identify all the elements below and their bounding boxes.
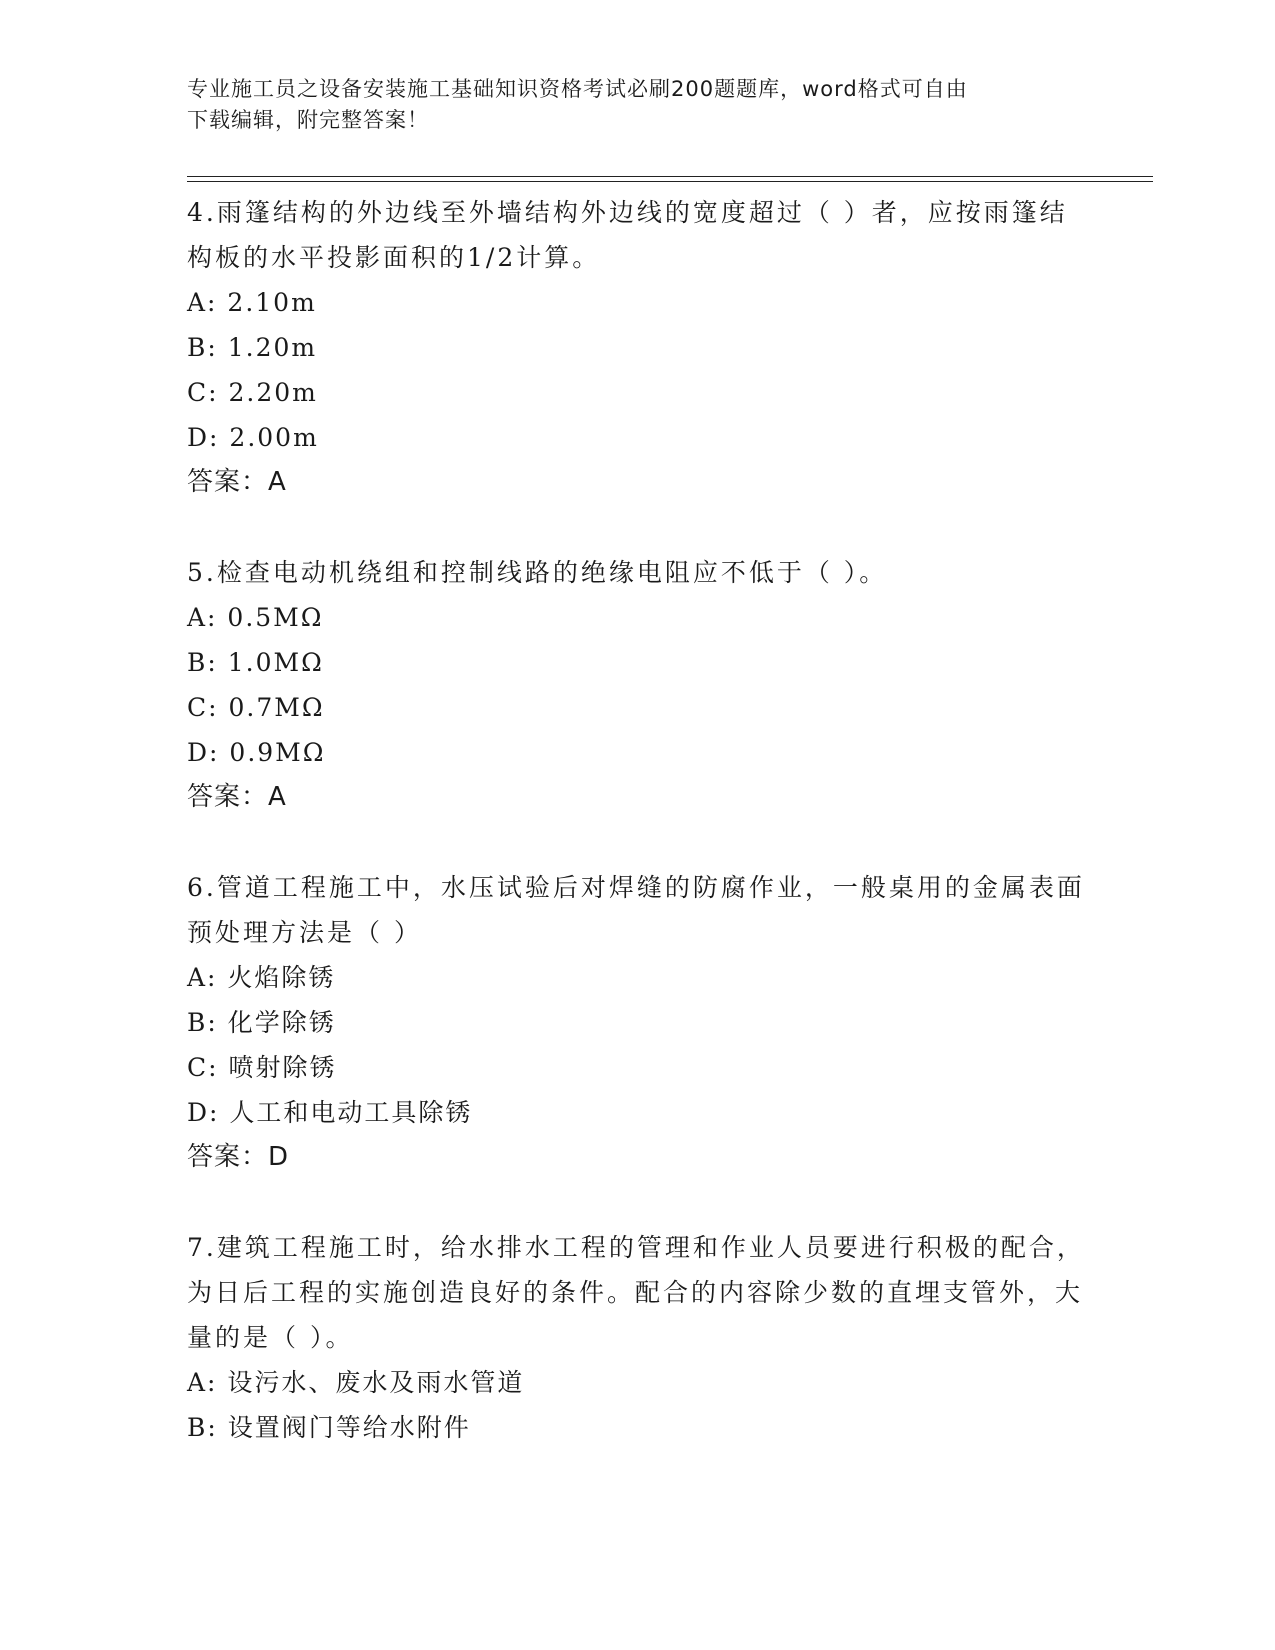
question-stem: 7.建筑工程施工时，给水排水工程的管理和作业人员要进行积极的配合，为日后工程的实施创造良好的条件。配合的内容除少数的直埋支管外，大量的是（ ）。 [187,1233,1085,1352]
option-b: B: 化学除锈 [187,1008,336,1037]
option-c: C: 喷射除锈 [187,1053,337,1082]
question-stem: 4.雨篷结构的外边线至外墙结构外边线的宽度超过（ ）者，应按雨篷结构板的水平投影面积的1/2计算。 [187,198,1068,272]
question-5 [187,550,1087,820]
question-stem: 5.检查电动机绕组和控制线路的绝缘电阻应不低于（ ）。 [187,558,888,587]
intro-line-2: 下载编辑，附完整答案！ [187,108,429,132]
option-c: C: 2.20m [187,378,318,407]
intro-line-1: 专业施工员之设备安装施工基础知识资格考试必刷200题题库，word格式可自由 [187,77,968,101]
option-list [187,955,1087,1135]
answer: 答案：D [187,1142,290,1172]
option-a: A: 2.10m [187,288,317,317]
option-a: A: 0.5MΩ [187,603,324,632]
question-7 [187,1225,1087,1450]
question-4 [187,190,1087,505]
option-a: A: 火焰除锈 [187,963,336,992]
header-divider-bottom [187,181,1153,182]
option-d: D: 0.9MΩ [187,738,326,767]
option-list [187,595,1087,775]
header-divider-top [187,176,1153,177]
answer: 答案：A [187,782,287,812]
question-6 [187,865,1087,1180]
option-b: B: 1.0MΩ [187,648,324,677]
option-b: B: 1.20m [187,333,318,362]
option-a: A: 设污水、废水及雨水管道 [187,1368,525,1397]
option-list [187,280,1087,460]
question-list [187,190,1087,1450]
option-d: D: 2.00m [187,423,319,452]
option-b: B: 设置阀门等给水附件 [187,1413,471,1442]
option-c: C: 0.7MΩ [187,693,325,722]
option-list [187,1360,1087,1450]
question-stem: 6.管道工程施工中，水压试验后对焊缝的防腐作业，一般桌用的金属表面预处理方法是（ ） [187,873,1085,947]
answer: 答案：A [187,467,287,497]
option-d: D: 人工和电动工具除锈 [187,1098,473,1127]
document-header [187,74,1067,136]
